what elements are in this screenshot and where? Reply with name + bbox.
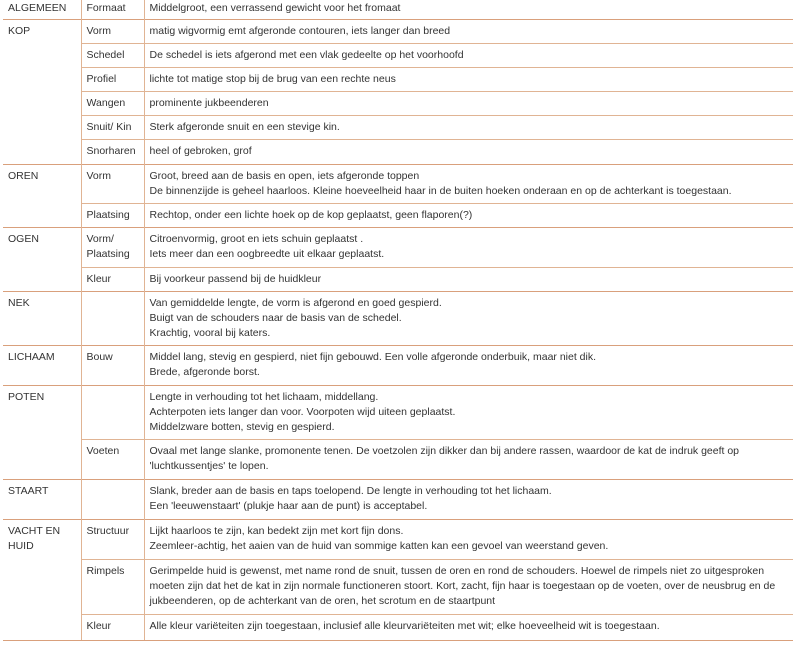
attribute-label: Vorm <box>81 164 144 203</box>
section-label <box>3 267 81 291</box>
description-cell <box>144 0 793 19</box>
description-cell <box>144 559 793 614</box>
attribute-label <box>81 291 144 345</box>
description-cell <box>144 164 793 203</box>
section-label <box>3 115 81 139</box>
description-cell <box>144 139 793 164</box>
description-cell <box>144 91 793 115</box>
table-row <box>3 164 793 203</box>
table-row <box>3 115 793 139</box>
description-cell <box>144 19 793 43</box>
section-label <box>3 614 81 640</box>
description-line: Lengte in verhouding tot het lichaam, middellang. <box>149 390 379 403</box>
table-row <box>3 479 793 519</box>
description-cell <box>144 519 793 559</box>
description-cell <box>144 291 793 345</box>
table-row <box>3 291 793 345</box>
table-row <box>3 67 793 91</box>
table-row <box>3 385 793 439</box>
attribute-label <box>81 385 144 439</box>
description-line: prominente jukbeenderen <box>149 96 269 109</box>
section-label: ALGEMEEN <box>8 2 67 14</box>
description-cell <box>144 345 793 385</box>
section-label <box>3 203 81 227</box>
table-row <box>3 439 793 479</box>
description-line: Rechtop, onder een lichte hoek op de kop geplaatst, geen flaporen(?) <box>149 208 473 221</box>
section-label <box>3 139 81 164</box>
table-row <box>3 227 793 267</box>
description-line: heel of gebroken, grof <box>149 144 252 157</box>
attribute-label: Kleur <box>81 614 144 640</box>
attribute-label: Plaatsing <box>81 203 144 227</box>
attribute-label: Schedel <box>81 43 144 67</box>
section-label: NEK <box>3 291 81 345</box>
section-label: LICHAAM <box>3 345 81 385</box>
description-cell <box>144 203 793 227</box>
description-line: matig wigvormig emt afgeronde contouren, iets langer dan breed <box>149 24 451 37</box>
table-row <box>3 519 793 559</box>
description-line: Ovaal met lange slanke, promonente tenen. De voetzolen zijn dikker dan bij andere rassen, waardoor de kat de indruk geeft op 'luchtkussentjes' te lopen. <box>149 444 740 472</box>
attribute-label: Snuit/ Kin <box>81 115 144 139</box>
description-line: Middelgroot, een verrassend gewicht voor het fromaat <box>149 2 401 14</box>
table-row <box>3 345 793 385</box>
description-line: De schedel is iets afgerond met een vlak gedeelte op het voorhoofd <box>149 48 464 61</box>
attribute-label-line: Vorm/ <box>86 232 114 245</box>
breed-standard-table <box>3 0 793 641</box>
table-row <box>3 203 793 227</box>
attribute-label: Bouw <box>81 345 144 385</box>
attribute-label: Wangen <box>81 91 144 115</box>
table-row <box>3 139 793 164</box>
section-label: OGEN <box>3 227 81 267</box>
description-cell <box>144 67 793 91</box>
description-line: Achterpoten iets langer dan voor. Voorpoten wijd uiteen geplaatst. <box>149 405 456 418</box>
attribute-label: Structuur <box>81 519 144 559</box>
section-label: STAART <box>3 479 81 519</box>
description-line: Brede, afgeronde borst. <box>149 365 260 378</box>
description-line: Buigt van de schouders naar de basis van de schedel. <box>149 311 402 324</box>
description-cell <box>144 439 793 479</box>
table-row <box>3 0 793 19</box>
section-label: OREN <box>3 164 81 203</box>
description-cell <box>144 385 793 439</box>
description-line: Groot, breed aan de basis en open, iets afgeronde toppen <box>149 169 420 182</box>
description-cell <box>144 614 793 640</box>
section-label: POTEN <box>3 385 81 439</box>
description-cell <box>144 267 793 291</box>
table-row <box>3 43 793 67</box>
attribute-label: Vorm <box>81 19 144 43</box>
section-label <box>3 67 81 91</box>
attribute-label <box>81 227 144 267</box>
description-line: lichte tot matige stop bij de brug van een rechte neus <box>149 72 396 85</box>
description-cell <box>144 479 793 519</box>
description-line: Iets meer dan een oogbreedte uit elkaar geplaatst. <box>149 247 385 260</box>
description-cell <box>144 43 793 67</box>
attribute-label: Formaat <box>81 0 144 19</box>
description-line: Middelzware botten, stevig en gespierd. <box>149 420 335 433</box>
attribute-label: Voeten <box>81 439 144 479</box>
description-line: Citroenvormig, groot en iets schuin geplaatst . <box>149 232 364 245</box>
section-label <box>3 91 81 115</box>
description-line: Zeemleer-achtig, het aaien van de huid van sommige katten kan een gevoel van weerstand geven. <box>149 539 609 552</box>
section-label: KOP <box>3 19 81 43</box>
description-cell <box>144 115 793 139</box>
description-line: Gerimpelde huid is gewenst, met name rond de snuit, tussen de oren en rond de schouders. Hoewel de rimpels niet zo uitgesproken moeten zijn dat het de kat in zijn normale functioneren stoort. Kort, zacht, fijn haar is toegestaan op de voeten, over de neusbrug en de jukbeenderen, op de achterkant van de oren, het scrotum en de staartpunt <box>149 564 776 607</box>
description-line: Een 'leeuwenstaart' (plukje haar aan de punt) is acceptabel. <box>149 499 428 512</box>
description-line: Lijkt haarloos te zijn, kan bedekt zijn met kort fijn dons. <box>149 524 404 537</box>
section-label <box>3 439 81 479</box>
attribute-label: Snorharen <box>81 139 144 164</box>
description-line: Sterk afgeronde snuit en een stevige kin. <box>149 120 340 133</box>
section-label: VACHT EN HUID <box>3 519 81 559</box>
description-line: Middel lang, stevig en gespierd, niet fijn gebouwd. Een volle afgeronde onderbuik, maar niet dik. <box>149 350 597 363</box>
description-line: Slank, breder aan de basis en taps toelopend. De lengte in verhouding tot het lichaam. <box>149 484 552 497</box>
description-line: Krachtig, vooral bij katers. <box>149 326 271 339</box>
description-cell <box>144 227 793 267</box>
attribute-label: Kleur <box>81 267 144 291</box>
table-row <box>3 614 793 640</box>
description-line: Van gemiddelde lengte, de vorm is afgerond en goed gespierd. <box>149 296 442 309</box>
description-line: De binnenzijde is geheel haarloos. Kleine hoeveelheid haar in de buiten hoeken onderaan en op de achterkant is toegestaan. <box>149 184 732 197</box>
description-line: Alle kleur variëteiten zijn toegestaan, inclusief alle kleurvariëteiten met wit; elke hoeveelheid wit is toegestaan. <box>149 619 660 632</box>
table-row <box>3 267 793 291</box>
description-line: Bij voorkeur passend bij de huidkleur <box>149 272 322 285</box>
table-row <box>3 559 793 614</box>
attribute-label: Profiel <box>81 67 144 91</box>
attribute-label-line: Plaatsing <box>86 247 130 260</box>
table-row <box>3 91 793 115</box>
section-label <box>3 43 81 67</box>
attribute-label <box>81 479 144 519</box>
section-label <box>3 559 81 614</box>
table-row <box>3 19 793 43</box>
attribute-label: Rimpels <box>81 559 144 614</box>
